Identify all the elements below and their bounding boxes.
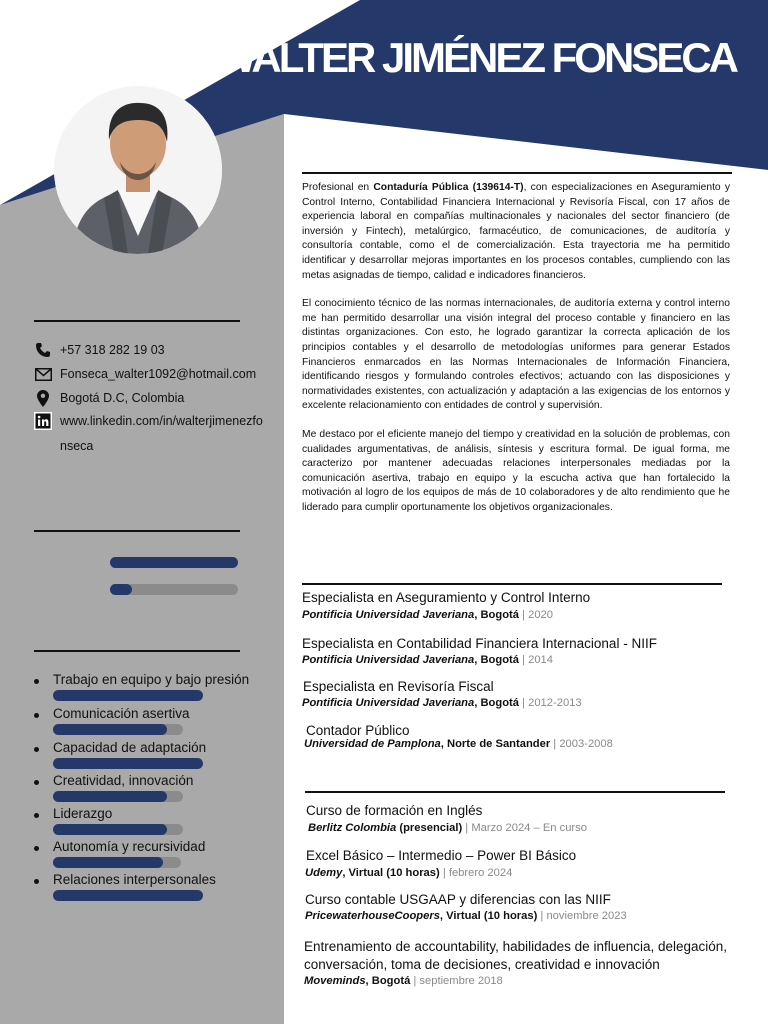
- email-address[interactable]: Fonseca_walter1092@hotmail.com: [60, 367, 257, 381]
- course-date: noviembre 2023: [546, 910, 627, 922]
- course-date: Marzo 2024 – En curso: [471, 822, 587, 834]
- course-detail: PricewaterhouseCoopers, Virtual (10 horas) | noviembre 2023: [305, 910, 627, 922]
- location-pin-icon: [34, 389, 52, 407]
- skill-bar: [53, 690, 203, 701]
- course-date: septiembre 2018: [419, 975, 503, 987]
- skills-divider: [34, 650, 240, 652]
- education-divider: [302, 583, 722, 585]
- contact-divider: [34, 320, 240, 322]
- profile-paragraph-1: Profesional en Contaduría Pública (139614-T), con especializaciones en Aseguramiento y Control Interno, Contabilidad Financiera Internacional y Revisoría Fiscal, con 17 años de experiencia laboral en compañías multinacionales y nacionales del sector financiero (de inversión y Fintech), metalúrgico, farmacéutico, de comunicaciones, de auditoría y consultoría contable, como el de comercialización. Esta trayectoria me ha permitido identificar y desarrollar mejoras importantes en los procesos contables, cumpliendo con las metas asignadas de tiempo, calidad e indicadores financieros.: [302, 182, 730, 281]
- skill-label: Autonomía y recursividad: [53, 839, 206, 854]
- education-date: 2012-2013: [528, 697, 582, 709]
- profile-photo: [54, 86, 222, 254]
- skill-label: Capacidad de adaptación: [53, 740, 207, 755]
- education-title: Especialista en Contabilidad Financiera Internacional - NIIF: [302, 636, 657, 651]
- skill-label: Liderazgo: [53, 806, 113, 821]
- degree-highlight: Contaduría Pública (139614-T): [373, 182, 524, 193]
- education-date: 2020: [528, 609, 553, 621]
- phone-number[interactable]: +57 318 282 19 03: [60, 343, 165, 357]
- course-date: febrero 2024: [448, 867, 513, 879]
- contact-phone: [34, 339, 165, 361]
- education-detail: Pontificia Universidad Javeriana, Bogotá | 2012-2013: [302, 697, 582, 709]
- skill-bar-fill: [53, 758, 203, 769]
- contact-location: [34, 387, 184, 409]
- linkedin-url[interactable]: www.linkedin.com/in/walterjimenezfo: [60, 414, 263, 428]
- education-title: Especialista en Revisoría Fiscal: [303, 679, 494, 694]
- profile-paragraph-2: El conocimiento técnico de las normas internacionales, de auditoría externa y control interno me han permitido desarrollar una visión integral del proceso contable y financiero en las distintas organizaciones. Con esto, he logrado garantizar la correcta aplicación de los principios contables y el desarrollo de metodologías uniformes para generar Estados Financieros enmarcados en las Normas Internacionales de Información Financiera, identificando riesgos y formulando controles efectivos; actuando con las disposiciones y normatividades existentes, con actualización y adaptación a las exigencias de los entornos y excelente relacionamiento con entidades de control y supervisión.: [302, 298, 730, 412]
- skill-bar-fill: [53, 857, 163, 868]
- skill-bar: [53, 857, 181, 868]
- skill-label: Creatividad, innovación: [53, 773, 194, 788]
- language-bar-2: [110, 584, 238, 595]
- linkedin-url-continued[interactable]: nseca: [60, 439, 94, 453]
- phone-icon: [34, 341, 52, 359]
- courses-divider: [305, 791, 725, 793]
- contact-linkedin: [34, 410, 263, 432]
- course-title: Curso de formación en Inglés: [306, 803, 483, 818]
- education-detail: Pontificia Universidad Javeriana, Bogotá | 2020: [302, 609, 553, 621]
- course-title: Excel Básico – Intermedio – Power BI Básico: [306, 848, 577, 863]
- education-detail: Universidad de Pamplona, Norte de Santander | 2003-2008: [304, 738, 613, 750]
- skill-bar-fill: [53, 690, 203, 701]
- location-text: Bogotá D.C, Colombia: [60, 391, 185, 405]
- course-detail: Udemy, Virtual (10 horas) | febrero 2024: [305, 867, 513, 879]
- skill-bar: [53, 758, 203, 769]
- skill-bar-fill: [53, 724, 167, 735]
- language-bar-2-fill: [110, 584, 132, 595]
- envelope-icon: [34, 365, 52, 383]
- course-title: Curso contable USGAAP y diferencias con las NIIF: [305, 892, 611, 907]
- course-detail: Berlitz Colombia (presencial) | Marzo 2024 – En curso: [308, 822, 587, 834]
- skill-label: Relaciones interpersonales: [53, 872, 216, 887]
- profile-paragraph-3: Me destaco por el eficiente manejo del tiempo y creatividad en la solución de problemas, con cualidades argumentativas, de análisis, síntesis y escritura formal. De igual forma, me caracterizo por mantener adecuadas relaciones interpersonales mediadas por la comunicación asertiva, trabajo en equipo y la escucha activa que han fortalecido la motivación al logro de los equipos de más de 10 colaboradores y de alto rendimiento que he liderado para cumplir oportunamente los objetivos organizacionales.: [302, 428, 730, 513]
- course-title-continued: conversación, toma de decisiones, creatividad e innovación: [304, 957, 660, 972]
- linkedin-icon: [34, 412, 52, 430]
- education-date: 2014: [528, 654, 553, 666]
- education-title: Contador Público: [306, 723, 410, 738]
- course-title: Entrenamiento de accountability, habilidades de influencia, delegación,: [304, 939, 728, 954]
- education-date: 2003-2008: [559, 738, 613, 750]
- contact-email: [34, 363, 256, 385]
- linkedin-url-wrap: [60, 435, 93, 457]
- candidate-name: WALTER JIMÉNEZ FONSECA: [217, 34, 736, 81]
- skill-label: Trabajo en equipo y bajo presión: [53, 672, 250, 687]
- education-title: Especialista en Aseguramiento y Control Interno: [302, 590, 591, 605]
- skill-bar-fill: [53, 824, 167, 835]
- languages-divider: [34, 530, 240, 532]
- language-bar-1-fill: [110, 557, 238, 568]
- skill-bar: [53, 791, 183, 802]
- skill-bar: [53, 824, 183, 835]
- skill-bar: [53, 724, 183, 735]
- skill-bar-fill: [53, 791, 167, 802]
- skill-bar: [53, 890, 203, 901]
- profile-divider: [302, 172, 732, 174]
- language-bar-1: [110, 557, 238, 568]
- course-detail: Moveminds, Bogotá | septiembre 2018: [304, 975, 503, 987]
- skill-bar-fill: [53, 890, 203, 901]
- education-detail: Pontificia Universidad Javeriana, Bogotá | 2014: [302, 654, 553, 666]
- skill-label: Comunicación asertiva: [53, 706, 190, 721]
- profile-summary: [302, 181, 730, 529]
